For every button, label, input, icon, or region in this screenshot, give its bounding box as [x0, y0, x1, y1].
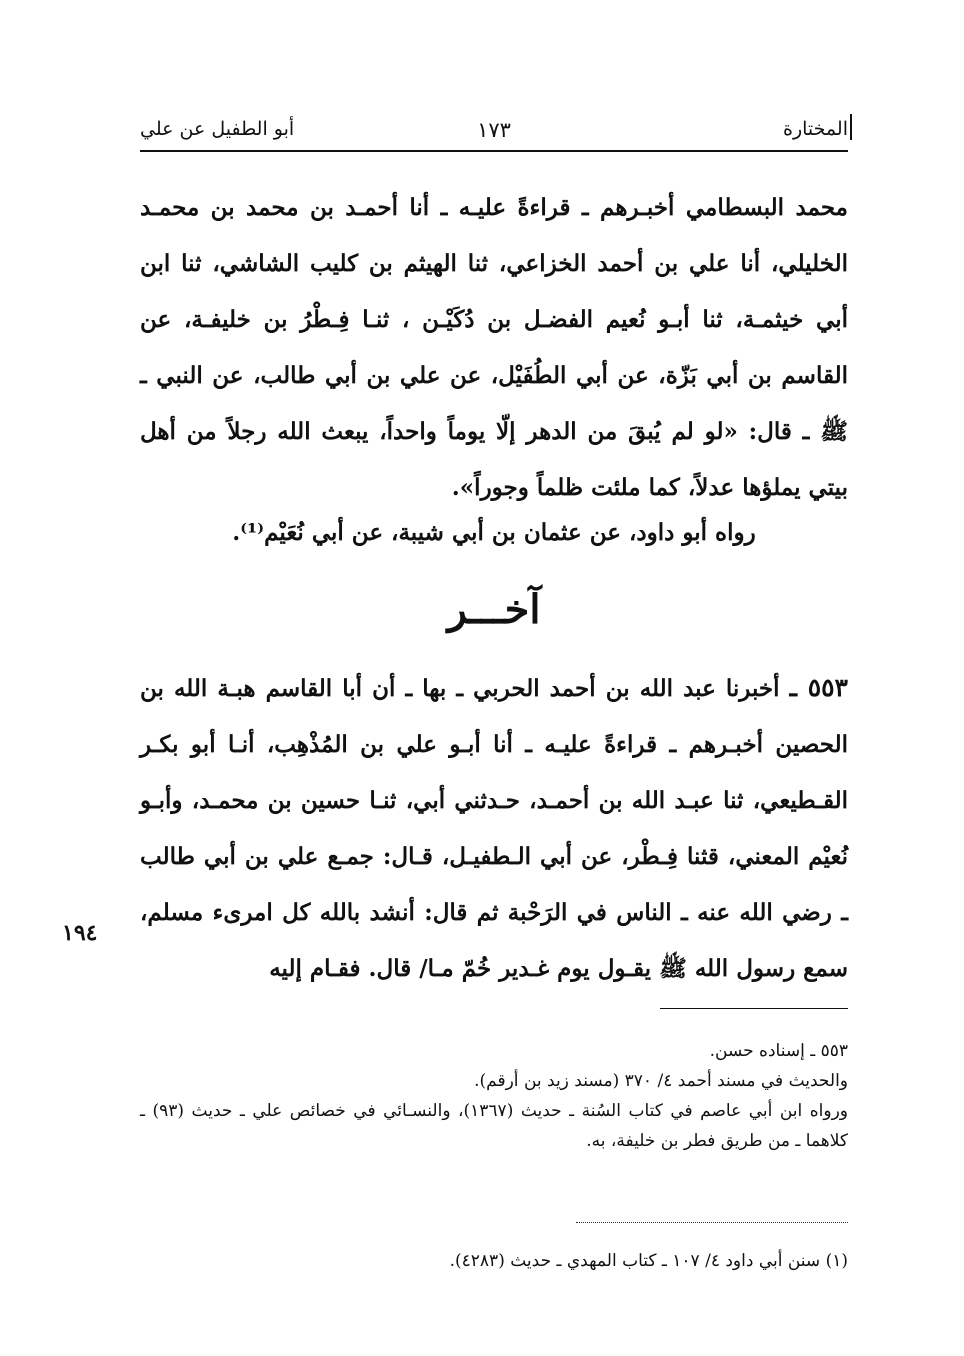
section-heading: آخـــر — [447, 586, 541, 633]
margin-number: ١٩٤ — [62, 920, 98, 946]
notes-rule — [660, 1008, 848, 1009]
passage-continued: محمد البسطامي أخبـرهم ـ قراءةً عليـه ـ أنا أحمـد بن محمد بن محمـد الخليلي، أنا علي بن أحمد الخزاعي، ثنا الهيثم بن كليب الشاشي، ثنا ابن أبي خيثمـة، ثنا أبـو نُعيم الفضـل بن دُكَيْـن ، ثنـا فِـطْرُ بن خليفـة، عن القاسم بن أبي بَزّة، عن أبي الطُفَيْل، عن علي بن أبي طالب، عن النبي ـ ﷺ ـ قال: «لو لم يُبقَ من الدهر إلّا يوماً واحداً، يبعث الله رجلاً من أهل بيتي يملؤها عدلاً، كما ملئت ظلماً وجوراً». — [140, 194, 848, 501]
footnote: (١) سنن أبي داود ٤/ ١٠٧ ـ كتاب المهدي ـ حديث (٤٢٨٣). — [449, 1251, 848, 1271]
book-title: المختارة — [783, 118, 848, 140]
riwaya-line: رواه أبو داود، عن عثمان بن أبي شيبة، عن أبي نُعَيْم⁽¹⁾. — [232, 519, 756, 546]
header-marker — [850, 114, 852, 140]
page-number: ١٧٣ — [477, 118, 511, 142]
hadith-text: أخبرنا عبد الله بن أحمد الحربي ـ بها ـ أن أبا القاسم هبـة الله بن الحصين أخبـرهم ـ قراءةً عليـه ـ أنا أبـو علي بن المُذْهِب، أنـا أبو بكـر القـطيعي، ثنا عبـد الله بن أحمـد، حـدثني أبي، ثنـا حسين بن محمـد، وأبـو نُعيْم المعني، قثنا فِـطْر، عن أبي الـطفيـل، قـال: جمـع علي بن أبي طالب ـ رضي الله عنه ـ الناس في الرَحْبة ثم قال: أنشد بالله كل امرىء مسلم، سمع رسول الله ﷺ يقـول يوم غـدير خُمّ مـا/ قال. فقـام إليه — [140, 675, 848, 982]
footnote-rule — [576, 1222, 848, 1223]
note-line: ورواه ابن أبي عاصم في كتاب السُنة ـ حديث (١٣٦٧)، والنسـائي في خصائص علي ـ حديث (٩٣) ـ كلاهما ـ من طريق فطر بن خليفة، به. — [140, 1101, 848, 1151]
chapter-title: أبو الطفيل عن علي — [140, 118, 295, 140]
note-line: ٥٥٣ ـ إسناده حسن. — [709, 1041, 848, 1061]
note-line: والحديث في مسند أحمد ٤/ ٣٧٠ (مسند زيد بن أرقم). — [474, 1071, 848, 1091]
hadith-paragraph — [140, 660, 848, 997]
page-header — [140, 112, 848, 152]
notes-block — [140, 1036, 848, 1156]
hadith-number: ٥٥٣ ـ — [789, 673, 848, 702]
header-rule — [140, 150, 848, 152]
